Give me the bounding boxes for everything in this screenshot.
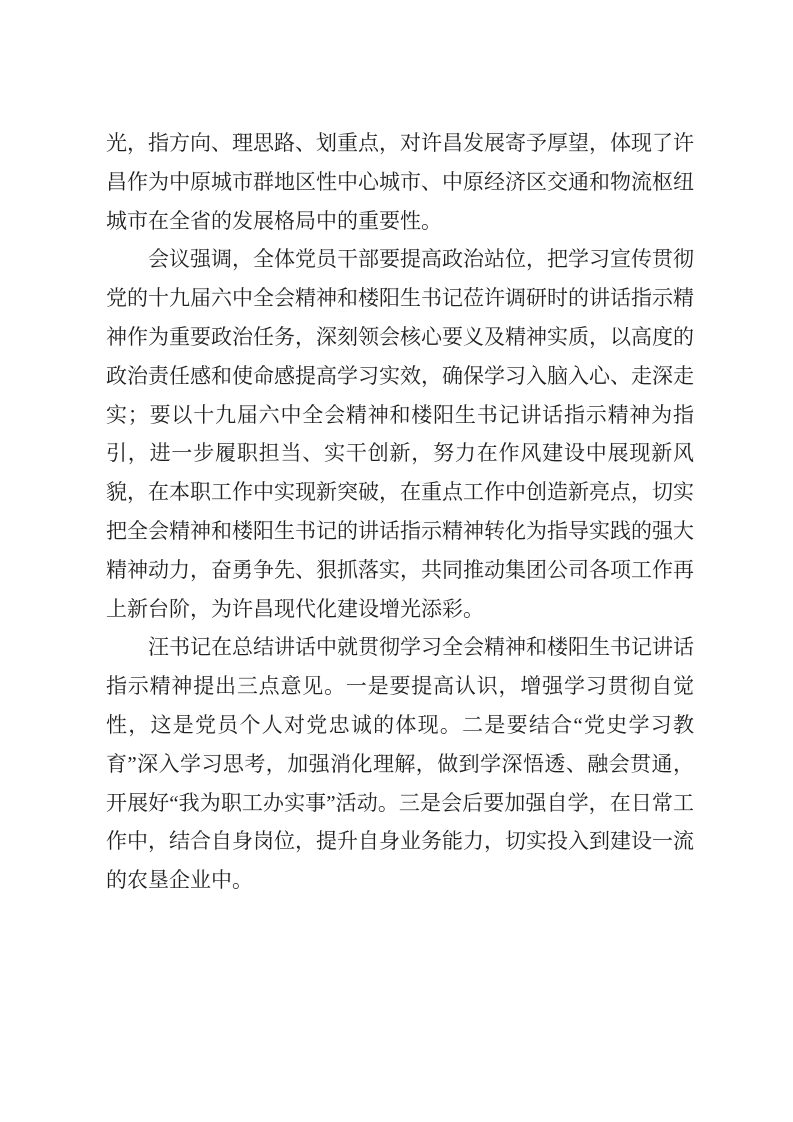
paragraph-secretary-remarks: 汪书记在总结讲话中就贯彻学习全会精神和楼阳生书记讲话指示精神提出三点意见。一是要提高认识，增强学习贯彻自觉性，这是党员个人对党忠诚的体现。二是要结合“党史学习教育”深入学习思考，加强消化理解，做到学深悟透、融会贯通，开展好“我为职工办实事”活动。三是会后要加强自学，在日常工作中，结合自身岗位，提升自身业务能力，切实投入到建设一流的农垦企业中。 (106, 635, 694, 893)
paragraph-meeting-emphasis: 会议强调，全体党员干部要提高政治站位，把学习宣传贯彻党的十九届六中全会精神和楼阳生书记莅许调研时的讲话指示精神作为重要政治任务，深刻领会核心要义及精神实质，以高度的政治责任感和使命感提高学习实效，确保学习入脑入心、走深走实；要以十九届六中全会精神和楼阳生书记讲话指示精神为指引，进一步履职担当、实干创新，努力在作风建设中展现新风貌，在本职工作中实现新突破，在重点工作中创造新亮点，切实把全会精神和楼阳生书记的讲话指示精神转化为指导实践的强大精神动力，奋勇争先、狠抓落实，共同推动集团公司各项工作再上新台阶，为许昌现代化建设增光添彩。 (106, 247, 694, 621)
paragraph-continuation: 光，指方向、理思路、划重点，对许昌发展寄予厚望，体现了许昌作为中原城市群地区性中心城市、中原经济区交通和物流枢纽城市在全省的发展格局中的重要性。 (106, 131, 694, 233)
document-body (106, 124, 694, 900)
